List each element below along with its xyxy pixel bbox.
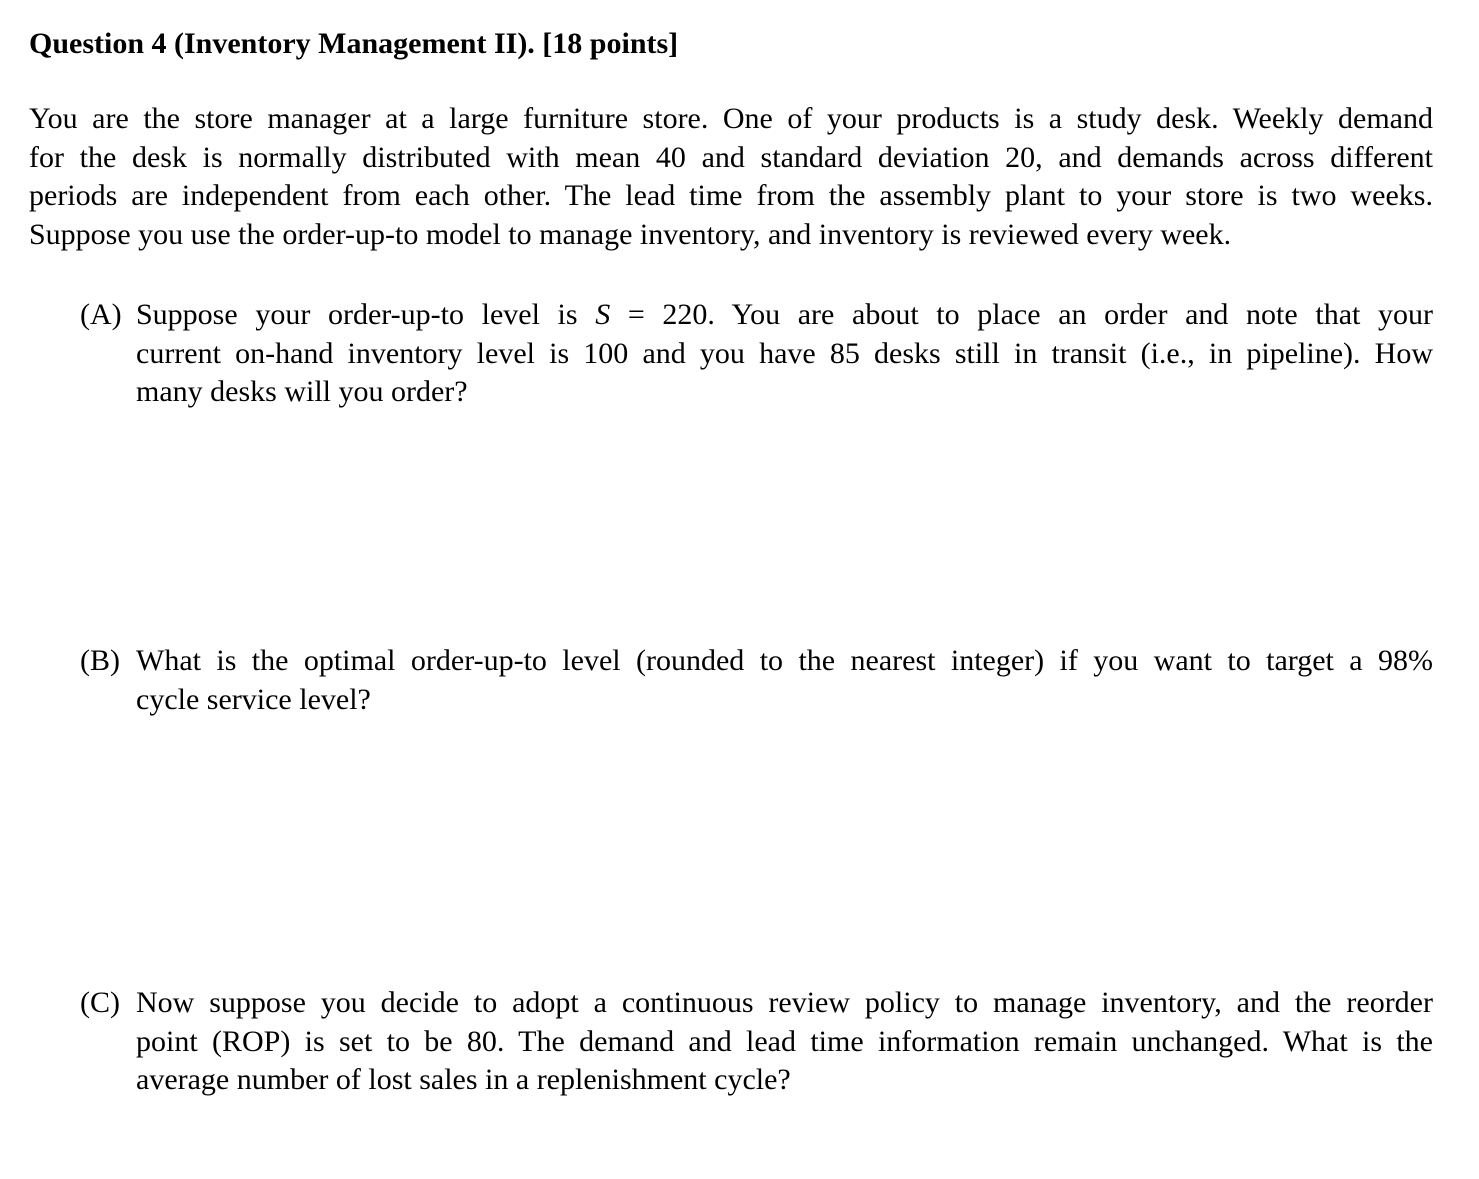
part-a-text — [136, 296, 1433, 412]
question-intro — [29, 100, 1433, 254]
part-a-label: (A) — [80, 298, 122, 331]
part-b-label: (B) — [80, 644, 120, 677]
question-title: Question 4 (Inventory Management II). [18 points] — [29, 27, 679, 60]
part-c-text — [136, 984, 1433, 1100]
part-c — [80, 984, 1433, 1100]
part-a — [80, 296, 1433, 412]
part-a-line-3: many desks will you order? — [136, 375, 468, 408]
part-c-line-2: point (ROP) is set to be 80. The demand and lead time information remain unchanged. What is the — [136, 1024, 1433, 1058]
part-c-line-3: average number of lost sales in a replenishment cycle? — [136, 1063, 791, 1096]
part-b — [80, 642, 1433, 719]
intro-line: You are the store manager at a large furniture store. One of your products is a study desk. Weekly demand — [29, 102, 1433, 135]
part-b-line-2: cycle service level? — [136, 682, 371, 716]
intro-line: periods are independent from each other. The lead time from the assembly plant to your store is two weeks. — [29, 179, 1433, 212]
variable-s: S — [595, 298, 611, 331]
part-b-line-1: What is the optimal order-up-to level (rounded to the nearest integer) if you want to target a 98% — [136, 644, 1433, 677]
part-a-line-2: current on-hand inventory level is 100 and you have 85 desks still in transit (i.e., in pipeline). How — [136, 336, 1433, 370]
part-a-line-1 — [136, 296, 1433, 335]
part-c-label: (C) — [80, 986, 120, 1019]
part-b-text — [136, 642, 1433, 719]
intro-line: for the desk is normally distributed with mean 40 and standard deviation 20, and demands across different — [29, 140, 1433, 174]
intro-line: Suppose you use the order-up-to model to manage inventory, and inventory is reviewed every week. — [29, 217, 1232, 251]
part-a-line-1-end: = 220. You are about to place an order and note that your — [610, 298, 1433, 331]
part-a-line-1-start: Suppose your order-up-to level is — [136, 298, 596, 331]
part-c-line-1: Now suppose you decide to adopt a continuous review policy to manage inventory, and the reorder — [136, 986, 1433, 1019]
